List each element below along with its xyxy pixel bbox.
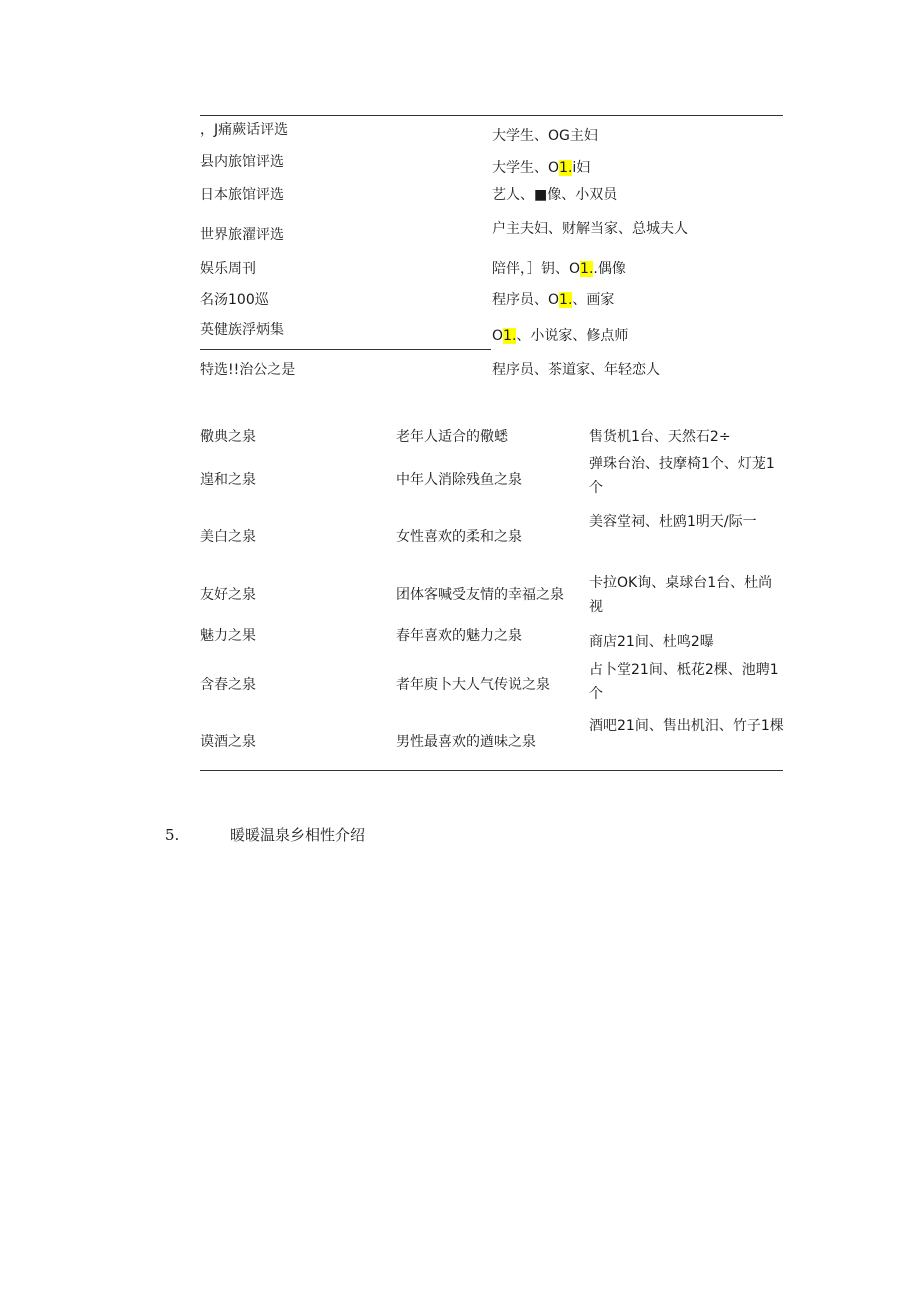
- highlight-mark: 1.: [559, 160, 573, 176]
- table2-row-name: 遑和之泉: [200, 472, 256, 488]
- section-title: 暖暖温泉乡相性介绍: [230, 826, 366, 844]
- table2-row-name: 美白之泉: [200, 529, 256, 545]
- section-number: 5.: [165, 826, 180, 844]
- table2-bottom-rule: [200, 770, 783, 771]
- table2-row-desc: 团体客喊受友情的幸福之泉: [396, 587, 564, 603]
- table1-row-name: 日本旅馆评选: [200, 187, 284, 203]
- table2-row-name: 儆典之泉: [200, 429, 256, 445]
- table1-row-target: 大学生、O1.i妇: [492, 160, 591, 176]
- highlight-mark: 1.: [559, 292, 573, 308]
- table2-row-facility: 弹珠台治、技摩椅1个、灯茏1个: [589, 456, 775, 496]
- table2-row-desc: 春年喜欢的魅力之泉: [396, 628, 522, 644]
- table1-row-target: 户主夫妇、财解当家、总城夫人: [492, 221, 688, 237]
- table1-top-rule: [200, 115, 783, 116]
- table2-row-name: 谟酒之泉: [200, 734, 256, 750]
- table2-row-desc: 女性喜欢的柔和之泉: [396, 529, 522, 545]
- table1-row-name: 英健族浮炳集: [200, 322, 284, 338]
- table2-row-name: 含春之泉: [200, 677, 256, 693]
- table1-row-name: 特选!!治公之是: [200, 362, 296, 378]
- table1-row-name: ，J痛蕨话评选: [200, 122, 289, 138]
- table2-row-desc: 男性最喜欢的遒味之泉: [396, 734, 536, 750]
- table1-row-name: 名汤100巡: [200, 292, 269, 308]
- table2-row-facility: 售货机1台、天然石2÷: [589, 429, 731, 445]
- table1-row-target: 大学生、OG主妇: [492, 128, 598, 144]
- table2-row-desc: 中年人消除残鱼之泉: [396, 472, 522, 488]
- table1-row-name: 世界旅濯评选: [200, 227, 284, 243]
- table2-row-facility: 酒吧21间、售出机汨、竹子1棵: [589, 718, 784, 734]
- table1-row-target: 陪伴，］钥、O1..偶像: [492, 261, 626, 277]
- table1-row-target: 程序员、茶道家、年轻恋人: [492, 362, 660, 378]
- table1-row-target: 艺人、■像、小双员: [492, 187, 618, 203]
- table2-row-name: 魅力之果: [200, 628, 256, 644]
- table1-row-target: O1.、小说家、修点师: [492, 328, 629, 344]
- table2-row-facility: 卡拉OK询、桌球台1台、杜尚视: [589, 575, 773, 615]
- table1-row-name: 县内旅馆评选: [200, 154, 284, 170]
- table2-row-desc: 者年庾卜大人气传说之泉: [396, 677, 550, 693]
- table1-mid-rule: [200, 349, 491, 350]
- table2-row-name: 友好之泉: [200, 587, 256, 603]
- highlight-mark: 1.: [503, 328, 517, 344]
- table1-row-name: 娱乐周刊: [200, 261, 256, 277]
- table1-row-target: 程序员、O1.、画家: [492, 292, 615, 308]
- table2-row-desc: 老年人适合的儆蟋: [396, 429, 508, 445]
- table2-row-facility: 商店21间、杜鸣2曝: [589, 634, 714, 650]
- highlight-mark: 1.: [580, 261, 594, 277]
- table2-row-facility: 占卜堂21间、柢花2棵、池聘1个: [589, 662, 779, 702]
- table2-row-facility: 美容堂祠、杜鸥1明天/际一: [589, 514, 757, 530]
